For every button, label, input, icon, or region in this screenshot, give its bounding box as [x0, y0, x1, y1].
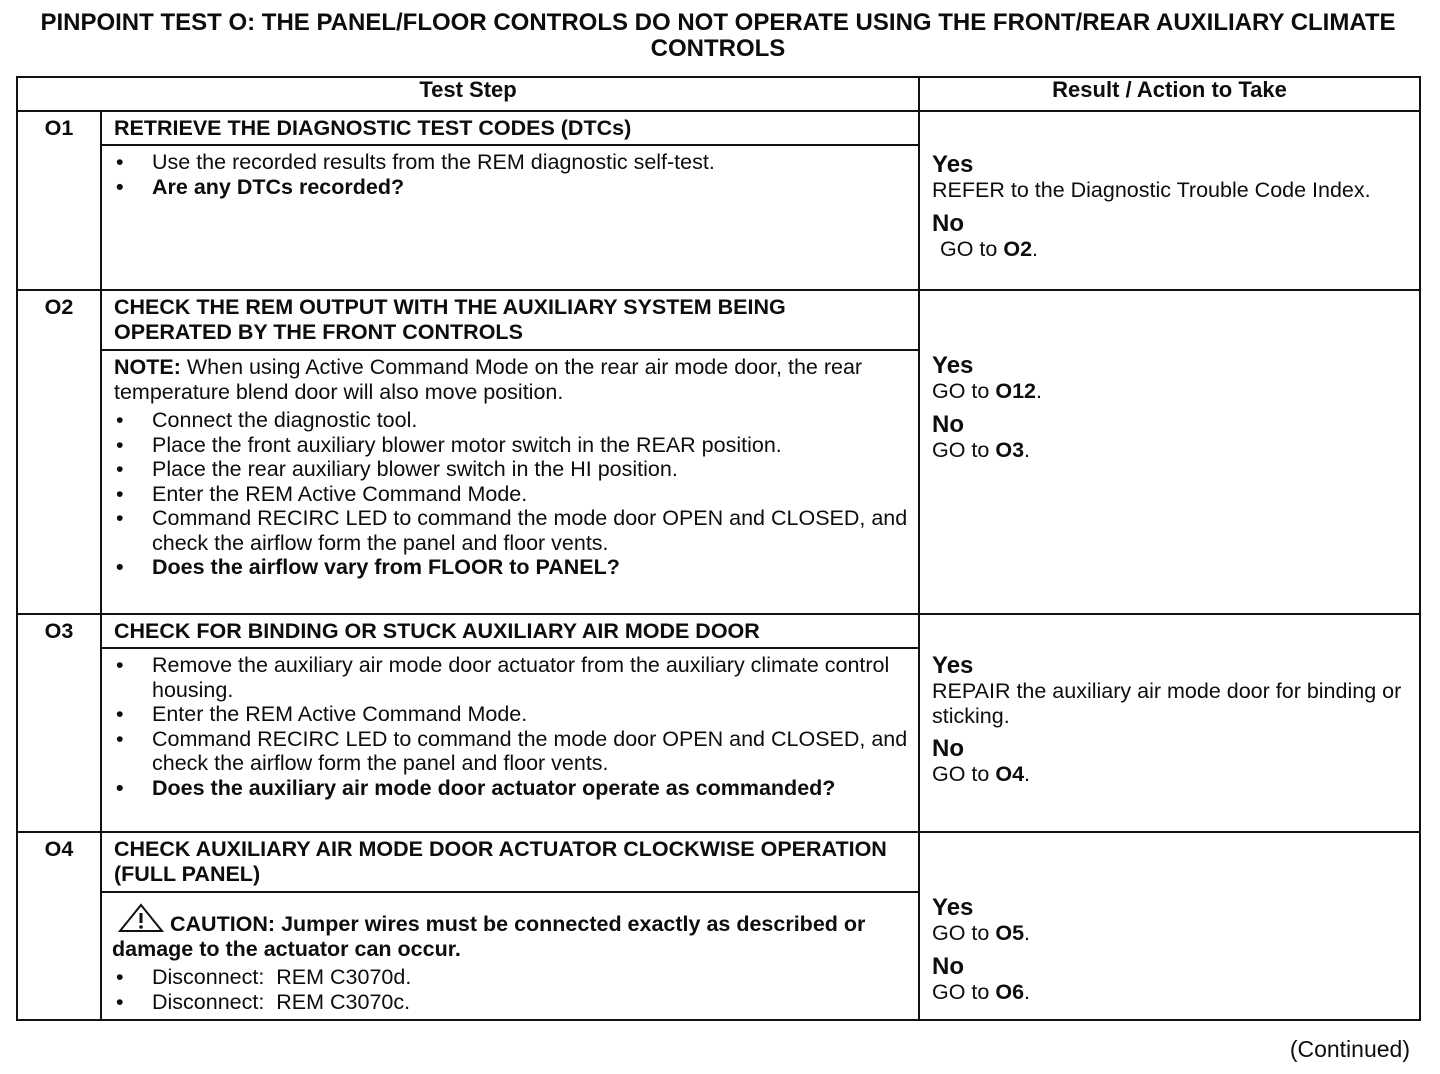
test-step-header: Test Step — [17, 77, 919, 111]
step-o3-no: No — [932, 735, 965, 762]
step-o3-title-row — [17, 614, 1420, 648]
list-item: • Remove the auxiliary air mode door actuator from the auxiliary climate control housing. — [112, 653, 908, 702]
continued-label: (Continued) — [1289, 1036, 1410, 1062]
step-o2-title: CHECK THE REM OUTPUT WITH THE AUXILIARY SYSTEM BEING OPERATED BY THE FRONT CONTROLS — [101, 290, 919, 350]
step-o3-no-target: O4 — [995, 762, 1025, 786]
step-o1-body — [101, 145, 919, 290]
step-o4-id-spacer — [17, 892, 101, 1020]
step-o4-result — [919, 832, 1420, 1020]
step-o3-no-action — [932, 762, 1409, 787]
caution-note — [112, 903, 908, 961]
step-o4-id: O4 — [17, 832, 101, 892]
step-o2-id: O2 — [17, 290, 101, 350]
step-o4-yes-suffix: . — [1024, 921, 1031, 945]
step-o4-bullets — [112, 965, 908, 1014]
step-o2-title-row — [17, 290, 1420, 350]
table-header-row — [17, 77, 1420, 111]
step-o3-yes: Yes — [932, 652, 974, 679]
step-o4-no-action — [932, 980, 1409, 1005]
step-o4-yes-action — [932, 921, 1409, 946]
step-o1-bullets — [112, 150, 908, 199]
step-o1-result — [919, 111, 1420, 290]
step-o4-no-suffix: . — [1024, 979, 1031, 1004]
step-o2-no: No — [932, 410, 965, 438]
step-o3-no-suffix: . — [1024, 762, 1031, 786]
list-item: • Does the auxiliary air mode door actuator operate as commanded? — [112, 776, 908, 801]
step-o2-yes-prefix: GO to — [932, 379, 996, 403]
step-o4-yes-prefix: GO to — [932, 921, 996, 945]
result-header: Result / Action to Take — [919, 77, 1420, 111]
step-o2-no-target: O3 — [995, 437, 1025, 462]
note-text: When using Active Command Mode on the rear air mode door, the rear temperature blend door will also move position. — [114, 355, 863, 404]
list-item: • Place the front auxiliary blower motor switch in the REAR position. — [112, 433, 908, 458]
step-o2-id-spacer — [17, 350, 101, 614]
step-o1-no-target: O2 — [1003, 236, 1033, 261]
step-o4-no-target: O6 — [995, 979, 1025, 1004]
caution-text: CAUTION: Jumper wires must be connected exactly as described or damage to the actuator can occur. — [112, 912, 866, 961]
step-o2-no-action — [932, 438, 1409, 463]
step-o3-body — [101, 648, 919, 832]
list-item: • Command RECIRC LED to command the mode door OPEN and CLOSED, and check the airflow form the panel and floor vents. — [112, 727, 908, 776]
step-o2-body — [101, 350, 919, 614]
list-item: • Place the rear auxiliary blower switch in the HI position. — [112, 457, 908, 482]
step-o4-yes: Yes — [932, 894, 974, 921]
step-o1-no-prefix: GO to — [940, 236, 1004, 261]
note-label: NOTE: — [114, 355, 181, 379]
step-o3-id: O3 — [17, 614, 101, 648]
step-o1-no: No — [932, 209, 965, 237]
step-o1-title: RETRIEVE THE DIAGNOSTIC TEST CODES (DTCs) — [101, 111, 919, 145]
step-o2-no-suffix: . — [1024, 437, 1031, 462]
step-o4-no-prefix: GO to — [932, 979, 996, 1004]
step-o2-bullets — [112, 408, 908, 580]
step-o3-no-prefix: GO to — [932, 762, 996, 786]
list-item: • Connect the diagnostic tool. — [112, 408, 908, 433]
step-o3-yes-action: REPAIR the auxiliary air mode door for binding or sticking. — [932, 679, 1402, 728]
step-o4-no: No — [932, 952, 965, 980]
step-o4-title-row — [17, 832, 1420, 892]
step-o2-yes-target: O12 — [995, 379, 1036, 403]
step-o1-yes: Yes — [932, 151, 974, 178]
step-o4-body — [101, 892, 919, 1020]
step-o2-yes: Yes — [932, 352, 974, 379]
step-o4-title: CHECK AUXILIARY AIR MODE DOOR ACTUATOR CLOCKWISE OPERATION (FULL PANEL) — [101, 832, 919, 892]
list-item: • Use the recorded results from the REM diagnostic self-test. — [112, 150, 908, 175]
step-o2-result — [919, 290, 1420, 614]
pinpoint-test-table — [16, 76, 1421, 1021]
step-o2-yes-action — [932, 379, 1409, 404]
step-o3-bullets — [112, 653, 908, 800]
step-o2-yes-suffix: . — [1035, 379, 1042, 403]
step-o1-id-spacer — [17, 145, 101, 290]
warning-triangle-icon — [118, 903, 164, 933]
step-o1-yes-action: REFER to the Diagnostic Trouble Code Index. — [932, 178, 1371, 202]
step-o3-id-spacer — [17, 648, 101, 832]
step-o3-title: CHECK FOR BINDING OR STUCK AUXILIARY AIR MODE DOOR — [101, 614, 919, 648]
step-o2-no-prefix: GO to — [932, 437, 996, 462]
list-item: • Does the airflow vary from FLOOR to PANEL? — [112, 555, 908, 580]
page-title: PINPOINT TEST O: THE PANEL/FLOOR CONTROLS DO NOT OPERATE USING THE FRONT/REAR AUXILIARY CLIMATE CONTROLS — [40, 9, 1396, 62]
step-o4-yes-target: O5 — [995, 921, 1025, 945]
list-item: • Enter the REM Active Command Mode. — [112, 702, 908, 727]
step-o1-no-suffix: . — [1032, 236, 1039, 261]
step-o3-result — [919, 614, 1420, 832]
step-o2-note — [112, 355, 908, 404]
list-item: • Disconnect: REM C3070d. — [112, 965, 908, 990]
list-item: • Disconnect: REM C3070c. — [112, 990, 908, 1015]
list-item: • Are any DTCs recorded? — [112, 175, 908, 200]
list-item: • Command RECIRC LED to command the mode door OPEN and CLOSED, and check the airflow form the panel and floor vents. — [112, 506, 908, 555]
step-o1-title-row — [17, 111, 1420, 145]
list-item: • Enter the REM Active Command Mode. — [112, 482, 908, 507]
step-o1-id: O1 — [17, 111, 101, 145]
step-o1-no-action — [932, 237, 1409, 262]
